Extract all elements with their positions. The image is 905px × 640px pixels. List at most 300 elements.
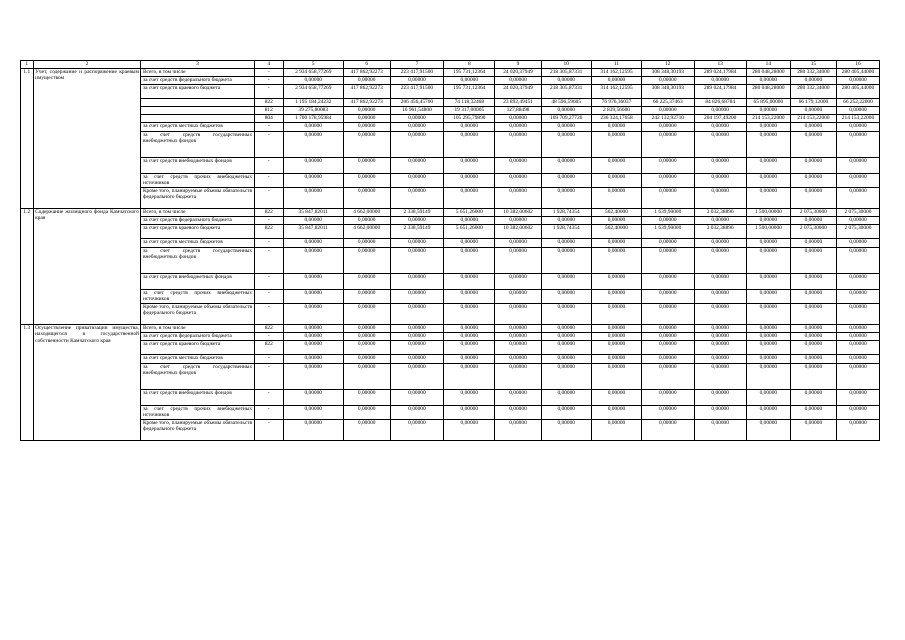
amount-cell: 0,00000 (642, 355, 694, 364)
funding-source-label (141, 99, 254, 107)
amount-cell: 0,00000 (836, 290, 879, 304)
amount-cell: 0,00000 (343, 77, 390, 85)
amount-cell: 0,00000 (642, 123, 694, 132)
amount-cell: 0,00000 (541, 364, 591, 390)
amount-cell: 0,00000 (790, 290, 836, 304)
amount-cell: 0,00000 (283, 77, 343, 85)
amount-cell: 0,00000 (790, 174, 836, 188)
budget-table-sheet (20, 60, 880, 500)
amount-cell: 0,00000 (283, 217, 343, 225)
amount-cell: 0,00000 (541, 333, 591, 341)
amount-cell: 0,00000 (283, 174, 343, 188)
amount-cell: 35 847,82011 (283, 225, 343, 239)
amount-cell: 417 862,92273 (343, 99, 390, 107)
amount-cell: 0,00000 (694, 132, 746, 158)
amount-cell: 242 132,92710 (642, 115, 694, 123)
amount-cell: 0,00000 (591, 333, 641, 341)
amount-cell: 0,00000 (694, 158, 746, 174)
table-row (21, 274, 880, 290)
funding-source-label: за счет средств краевого бюджета (141, 225, 254, 239)
amount-cell: 1 700 178,95984 (283, 115, 343, 123)
amount-cell: 0,00000 (746, 341, 790, 355)
amount-cell: 19 317,00005 (444, 107, 495, 115)
table-row (21, 132, 880, 158)
budget-code: - (254, 85, 283, 99)
amount-cell: 289 024,17984 (694, 69, 746, 77)
amount-cell: 0,00000 (283, 390, 343, 406)
amount-cell: 0,00000 (642, 217, 694, 225)
budget-code: - (254, 406, 283, 420)
amount-cell: 0,00000 (495, 304, 541, 325)
amount-cell: 0,00000 (343, 239, 390, 248)
amount-cell: 0,00000 (541, 420, 591, 441)
amount-cell: 0,00000 (746, 217, 790, 225)
amount-cell: 0,00000 (642, 274, 694, 290)
amount-cell: 0,00000 (694, 290, 746, 304)
amount-cell: 0,00000 (495, 217, 541, 225)
amount-cell: 280 332,34000 (790, 69, 836, 77)
amount-cell: 308 348,30193 (642, 85, 694, 99)
amount-cell: 0,00000 (694, 325, 746, 333)
amount-cell: 0,00000 (343, 364, 390, 390)
amount-cell: 280 332,34000 (790, 85, 836, 99)
amount-cell: 0,00000 (642, 77, 694, 85)
amount-cell: 0,00000 (836, 390, 879, 406)
amount-cell: 0,00000 (694, 174, 746, 188)
amount-cell: 195 731,12364 (444, 85, 495, 99)
amount-cell: 0,00000 (343, 304, 390, 325)
amount-cell: 0,00000 (390, 132, 443, 158)
amount-cell: 0,00000 (541, 158, 591, 174)
budget-code: - (254, 123, 283, 132)
amount-cell: 0,00000 (444, 420, 495, 441)
amount-cell: 0,00000 (694, 390, 746, 406)
amount-cell: 0,00000 (343, 217, 390, 225)
amount-cell: 0,00000 (642, 107, 694, 115)
section-name: Учет, содержание и распоряжение краевым имуществом (33, 69, 141, 209)
funding-source-label: за счет средств федерального бюджета (141, 333, 254, 341)
amount-cell: 0,00000 (790, 77, 836, 85)
column-header: 13 (694, 61, 746, 69)
budget-code: - (254, 77, 283, 85)
amount-cell: 0,00000 (746, 420, 790, 441)
amount-cell: 0,00000 (283, 239, 343, 248)
amount-cell: 0,00000 (836, 355, 879, 364)
amount-cell: 1 639,90000 (642, 225, 694, 239)
budget-code: - (254, 355, 283, 364)
amount-cell: 35 847,82011 (283, 209, 343, 217)
amount-cell: 0,00000 (283, 188, 343, 209)
amount-cell: 0,00000 (642, 174, 694, 188)
amount-cell: 0,00000 (343, 333, 390, 341)
funding-source-label: за счет средств федерального бюджета (141, 217, 254, 225)
amount-cell: 0,00000 (444, 364, 495, 390)
budget-code: 822 (254, 209, 283, 217)
budget-code: - (254, 304, 283, 325)
amount-cell: 4 662,00000 (343, 209, 390, 217)
amount-cell: 0,00000 (790, 390, 836, 406)
amount-cell: 0,00000 (591, 364, 641, 390)
budget-table (20, 60, 880, 441)
funding-source-label: Всего, в том числе (141, 209, 254, 217)
amount-cell: 0,00000 (642, 132, 694, 158)
budget-code: - (254, 174, 283, 188)
amount-cell: 0,00000 (790, 132, 836, 158)
amount-cell: 0,00000 (390, 406, 443, 420)
table-row (21, 304, 880, 325)
funding-source-label: Всего, в том числе (141, 69, 254, 77)
amount-cell: 562,40000 (591, 209, 641, 217)
amount-cell: 4 662,00000 (343, 225, 390, 239)
amount-cell: 0,00000 (444, 188, 495, 209)
amount-cell: 0,00000 (390, 115, 443, 123)
amount-cell: 0,00000 (444, 123, 495, 132)
section-name: Содержание жилищного фонда Камчатского края (33, 209, 141, 325)
amount-cell: 0,00000 (495, 174, 541, 188)
amount-cell: 0,00000 (541, 304, 591, 325)
amount-cell: 0,00000 (541, 325, 591, 333)
table-row (21, 406, 880, 420)
amount-cell: 0,00000 (495, 341, 541, 355)
amount-cell: 0,00000 (591, 390, 641, 406)
column-header: 9 (495, 61, 541, 69)
amount-cell: 0,00000 (390, 274, 443, 290)
amount-cell: 0,00000 (746, 290, 790, 304)
amount-cell: 0,00000 (343, 341, 390, 355)
amount-cell: 0,00000 (390, 364, 443, 390)
amount-cell: 10 382,00602 (495, 209, 541, 217)
table-row (21, 217, 880, 225)
amount-cell: 0,00000 (746, 364, 790, 390)
amount-cell: 218 305,87331 (541, 85, 591, 99)
amount-cell: 0,00000 (694, 355, 746, 364)
column-header: 3 (141, 61, 254, 69)
budget-code: - (254, 290, 283, 304)
amount-cell: 0,00000 (343, 123, 390, 132)
amount-cell: 0,00000 (444, 174, 495, 188)
amount-cell: 0,00000 (541, 274, 591, 290)
column-header: 11 (591, 61, 641, 69)
amount-cell: 0,00000 (836, 274, 879, 290)
amount-cell: 0,00000 (283, 248, 343, 274)
funding-source-label: за счет средств внебюджетных фондов (141, 158, 254, 174)
amount-cell: 0,00000 (444, 290, 495, 304)
funding-source-label: Кроме того, планируемые объемы обязательств федерального бюджета (141, 188, 254, 209)
amount-cell: 0,00000 (642, 325, 694, 333)
amount-cell: 0,00000 (790, 274, 836, 290)
amount-cell: 10 382,00602 (495, 225, 541, 239)
funding-source-label (141, 107, 254, 115)
amount-cell: 0,00000 (343, 274, 390, 290)
funding-source-label: за счет средств местных бюджетов (141, 355, 254, 364)
amount-cell: 0,00000 (790, 188, 836, 209)
amount-cell: 417 862,92273 (343, 85, 390, 99)
amount-cell: 0,00000 (541, 174, 591, 188)
amount-cell: 0,00000 (444, 239, 495, 248)
budget-code: - (254, 132, 283, 158)
amount-cell: 0,00000 (790, 158, 836, 174)
amount-cell: 0,00000 (390, 158, 443, 174)
amount-cell: 0,00000 (790, 217, 836, 225)
amount-cell: 214 153,22000 (746, 115, 790, 123)
amount-cell: 314 162,12595 (591, 85, 641, 99)
column-header: 4 (254, 61, 283, 69)
amount-cell: 0,00000 (642, 248, 694, 274)
amount-cell: 0,00000 (541, 77, 591, 85)
column-header: 1 (21, 61, 34, 69)
amount-cell: 0,00000 (642, 406, 694, 420)
amount-cell: 0,00000 (283, 333, 343, 341)
amount-cell: 0,00000 (343, 325, 390, 333)
table-row (21, 325, 880, 333)
amount-cell: 0,00000 (642, 390, 694, 406)
amount-cell: 5 651,26000 (444, 209, 495, 217)
funding-source-label: Кроме того, планируемые объемы обязательств федерального бюджета (141, 304, 254, 325)
column-header: 8 (444, 61, 495, 69)
amount-cell: 0,00000 (495, 420, 541, 441)
amount-cell: 0,00000 (541, 390, 591, 406)
amount-cell: 0,00000 (746, 158, 790, 174)
amount-cell: 66 179,12000 (790, 99, 836, 107)
amount-cell: 223 417,91500 (390, 85, 443, 99)
amount-cell: 0,00000 (283, 325, 343, 333)
budget-code: - (254, 333, 283, 341)
table-row (21, 158, 880, 174)
amount-cell: 0,00000 (642, 188, 694, 209)
budget-code: - (254, 217, 283, 225)
amount-cell: 0,00000 (283, 355, 343, 364)
amount-cell: 308 348,30193 (642, 69, 694, 77)
funding-source-label: за счет средств краевого бюджета (141, 85, 254, 99)
amount-cell: 1 639,90000 (642, 209, 694, 217)
amount-cell: 0,00000 (746, 390, 790, 406)
amount-cell: 0,00000 (444, 341, 495, 355)
amount-cell: 280 048,28000 (746, 85, 790, 99)
amount-cell: 0,00000 (746, 123, 790, 132)
amount-cell: 0,00000 (390, 290, 443, 304)
amount-cell: 2 075,30000 (836, 225, 879, 239)
funding-source-label: за счет средств прочих внебюджетных источников (142, 174, 253, 187)
table-row (21, 290, 880, 304)
amount-cell: 0,00000 (836, 107, 879, 115)
funding-source-label: Кроме того, планируемые объемы обязательств федерального бюджета (141, 420, 254, 441)
header-row (21, 61, 880, 69)
amount-cell: 16 961,54800 (390, 107, 443, 115)
amount-cell: 204 197,49200 (694, 115, 746, 123)
section-name: Осуществление приватизации имущества, находящегося в государственной собственности Камчатского края (33, 325, 141, 441)
amount-cell: 0,00000 (591, 274, 641, 290)
amount-cell: 0,00000 (746, 406, 790, 420)
table-row (21, 355, 880, 364)
funding-source-label: за счет средств государственных внебюджетных фондов (141, 248, 254, 274)
table-row (21, 123, 880, 132)
amount-cell: 0,00000 (343, 355, 390, 364)
amount-cell: 0,00000 (343, 420, 390, 441)
amount-cell: 289 024,17984 (694, 85, 746, 99)
amount-cell: 0,00000 (495, 248, 541, 274)
column-header: 5 (283, 61, 343, 69)
column-header: 6 (343, 61, 390, 69)
column-header: 12 (642, 61, 694, 69)
amount-cell: 0,00000 (390, 341, 443, 355)
amount-cell: 2 338,59149 (390, 225, 443, 239)
amount-cell: 0,00000 (495, 239, 541, 248)
amount-cell: 0,00000 (343, 174, 390, 188)
amount-cell: 0,00000 (836, 248, 879, 274)
amount-cell: 0,00000 (541, 355, 591, 364)
amount-cell: 0,00000 (343, 158, 390, 174)
amount-cell: 0,00000 (283, 274, 343, 290)
amount-cell: 0,00000 (444, 333, 495, 341)
amount-cell: 206 456,45700 (390, 99, 443, 107)
amount-cell: 0,00000 (283, 123, 343, 132)
amount-cell: 0,00000 (283, 364, 343, 390)
amount-cell: 0,00000 (694, 239, 746, 248)
amount-cell: 0,00000 (495, 364, 541, 390)
amount-cell: 0,00000 (390, 123, 443, 132)
amount-cell: 0,00000 (642, 239, 694, 248)
amount-cell: 2 839,56600 (591, 107, 641, 115)
amount-cell: 0,00000 (591, 132, 641, 158)
amount-cell: 0,00000 (694, 406, 746, 420)
amount-cell: 0,00000 (591, 239, 641, 248)
amount-cell: 0,00000 (836, 174, 879, 188)
amount-cell: 0,00000 (746, 239, 790, 248)
amount-cell: 0,00000 (541, 217, 591, 225)
amount-cell: 0,00000 (390, 174, 443, 188)
budget-code: - (254, 69, 283, 77)
amount-cell: 0,00000 (694, 341, 746, 355)
amount-cell: 0,00000 (495, 132, 541, 158)
amount-cell: 0,00000 (591, 325, 641, 333)
amount-cell: 0,00000 (541, 290, 591, 304)
budget-code: - (254, 248, 283, 274)
amount-cell: 0,00000 (790, 325, 836, 333)
amount-cell: 0,00000 (541, 188, 591, 209)
amount-cell: 0,00000 (390, 390, 443, 406)
amount-cell: 0,00000 (541, 107, 591, 115)
amount-cell: 0,00000 (495, 325, 541, 333)
amount-cell: 0,00000 (591, 123, 641, 132)
amount-cell: 0,00000 (495, 333, 541, 341)
amount-cell: 0,00000 (444, 325, 495, 333)
amount-cell: 0,00000 (746, 188, 790, 209)
amount-cell: 0,00000 (836, 420, 879, 441)
amount-cell: 0,00000 (591, 290, 641, 304)
amount-cell: 0,00000 (591, 304, 641, 325)
amount-cell: 0,00000 (836, 158, 879, 174)
amount-cell: 0,00000 (390, 77, 443, 85)
amount-cell: 0,00000 (541, 132, 591, 158)
amount-cell: 0,00000 (444, 158, 495, 174)
amount-cell: 0,00000 (591, 341, 641, 355)
amount-cell: 0,00000 (836, 341, 879, 355)
amount-cell: 0,00000 (642, 158, 694, 174)
amount-cell: 0,00000 (746, 174, 790, 188)
amount-cell: 0,00000 (694, 304, 746, 325)
amount-cell: 0,00000 (836, 123, 879, 132)
amount-cell: 0,00000 (694, 274, 746, 290)
amount-cell: 1 500,00000 (746, 225, 790, 239)
funding-source-label: за счет средств государственных внебюджетных фондов (141, 132, 254, 158)
amount-cell: 0,00000 (642, 420, 694, 441)
amount-cell: 0,00000 (283, 304, 343, 325)
amount-cell: 0,00000 (790, 355, 836, 364)
amount-cell: 0,00000 (541, 248, 591, 274)
amount-cell: 0,00000 (694, 248, 746, 274)
budget-code: - (254, 274, 283, 290)
amount-cell: 0,00000 (746, 304, 790, 325)
amount-cell: 0,00000 (836, 333, 879, 341)
amount-cell: 0,00000 (642, 364, 694, 390)
table-row (21, 115, 880, 123)
amount-cell: 0,00000 (390, 248, 443, 274)
amount-cell: 0,00000 (836, 325, 879, 333)
amount-cell: 0,00000 (642, 290, 694, 304)
amount-cell: 0,00000 (495, 123, 541, 132)
amount-cell: 0,00000 (444, 77, 495, 85)
amount-cell: 0,00000 (390, 355, 443, 364)
amount-cell: 23 892,49451 (495, 99, 541, 107)
amount-cell: 0,00000 (444, 406, 495, 420)
amount-cell: 0,00000 (790, 364, 836, 390)
amount-cell: 0,00000 (591, 420, 641, 441)
amount-cell: 0,00000 (343, 248, 390, 274)
amount-cell: 562,40000 (591, 225, 641, 239)
amount-cell: 0,00000 (283, 132, 343, 158)
table-row (21, 107, 880, 115)
amount-cell: 0,00000 (694, 188, 746, 209)
amount-cell: 0,00000 (390, 188, 443, 209)
amount-cell: 0,00000 (746, 132, 790, 158)
amount-cell: 0,00000 (343, 107, 390, 115)
amount-cell: 74 118,32468 (444, 99, 495, 107)
amount-cell: 0,00000 (390, 333, 443, 341)
amount-cell: 0,00000 (343, 132, 390, 158)
amount-cell: 1 195 184,24232 (283, 99, 343, 107)
table-row (21, 85, 880, 99)
amount-cell: 0,00000 (836, 304, 879, 325)
amount-cell: 0,00000 (746, 274, 790, 290)
amount-cell: 0,00000 (642, 333, 694, 341)
amount-cell: 0,00000 (790, 341, 836, 355)
amount-cell: 0,00000 (495, 274, 541, 290)
table-row (21, 364, 880, 390)
amount-cell: 0,00000 (541, 341, 591, 355)
funding-source-label: за счет средств местных бюджетов (141, 123, 254, 132)
budget-code: 804 (254, 115, 283, 123)
amount-cell: 0,00000 (541, 406, 591, 420)
amount-cell: 0,00000 (343, 406, 390, 420)
section-number: 1.1 (21, 69, 34, 209)
amount-cell: 0,00000 (495, 290, 541, 304)
amount-cell: 0,00000 (694, 107, 746, 115)
section-number: 1.2 (21, 209, 34, 325)
budget-code: 822 (254, 341, 283, 355)
amount-cell: 0,00000 (642, 304, 694, 325)
amount-cell: 0,00000 (591, 158, 641, 174)
budget-code: 822 (254, 225, 283, 239)
amount-cell: 0,00000 (283, 158, 343, 174)
amount-cell: 0,00000 (694, 77, 746, 85)
amount-cell: 0,00000 (283, 420, 343, 441)
amount-cell: 236 324,17658 (591, 115, 641, 123)
amount-cell: 0,00000 (283, 406, 343, 420)
amount-cell: 0,00000 (495, 406, 541, 420)
amount-cell: 214 153,22000 (790, 115, 836, 123)
budget-code: - (254, 390, 283, 406)
amount-cell: 0,00000 (790, 239, 836, 248)
